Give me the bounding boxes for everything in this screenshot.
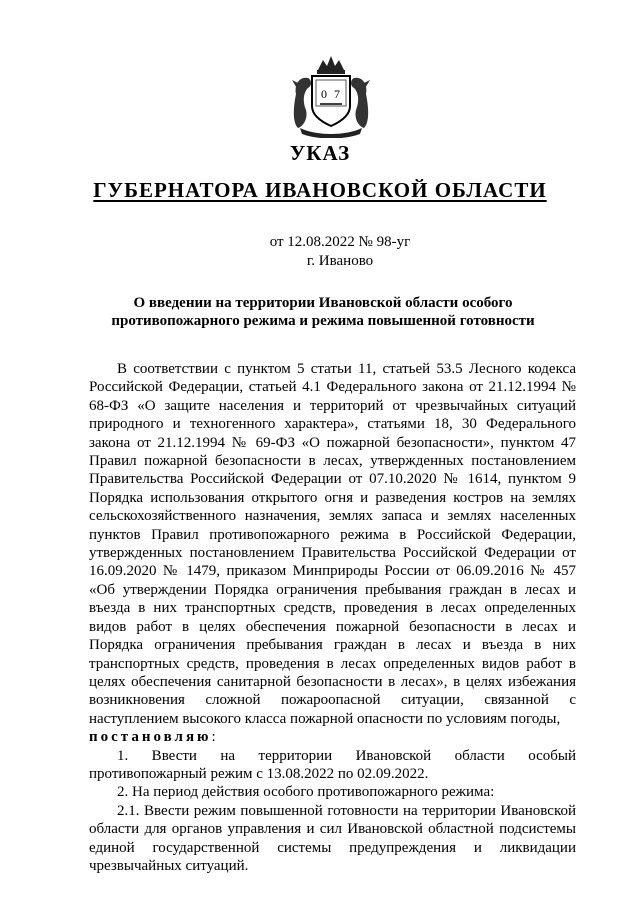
svg-text:0: 0 <box>321 87 327 101</box>
document-city: г. Иваново <box>306 253 374 269</box>
item-2-1-paragraph: 2.1. Ввести режим повышенной готовности на территории Ивановской области для органов управления и сил Ивановской областной подсистемы единой государственной системы предупреждения и ликвидации чрезвычайных ситуаций. <box>89 802 576 874</box>
decree-word: постановляю <box>89 729 212 746</box>
coat-of-arms-icon <box>290 54 372 138</box>
document-subtitle: ГУБЕРНАТОРА ИВАНОВСКОЙ ОБЛАСТИ <box>93 178 547 202</box>
decree-colon: : <box>211 729 216 746</box>
item-2-paragraph: 2. На период действия особого противопожарного режима: <box>117 784 495 801</box>
document-title: УКАЗ <box>289 141 351 165</box>
document-body <box>89 360 576 875</box>
preamble-paragraph: В соответствии с пунктом 5 статьи 11, статьей 53.5 Лесного кодекса Российской Федерации, статьей 4.1 Федерального закона от 21.12.1994 № 68-ФЗ «О защите населения и территорий от чрезвычайных ситуаций природного и техногенного характера», статьями 18, 30 Федерального закона от 21.12.1994 № 69-ФЗ «О пожарной безопасности», пунктом 47 Правил пожарной безопасности в лесах, утвержденных постановлением Правительства Российской Федерации от 07.10.2020 № 1614, пунктом 9 Порядка использования открытого огня и разведения костров на землях сельскохозяйственного назначения, землях запаса и землях населенных пунктов Правил противопожарного режима в Российской Федерации, утвержденных постановлением Правительства Российской Федерации от 16.09.2020 № 1479, приказом Минприроды России от 06.09.2016 № 457 «Об утверждении Порядка ограничения пребывания граждан в лесах и въезда в них транспортных средств, проведения в лесах определенных видов работ в целях обеспечения пожарной безопасности в лесах и Порядка ограничения пребывания граждан в лесах и въезда в них транспортных средств, проведения в лесах определенных видов работ в целях обеспечения санитарной безопасности в лесах», в целях избежания возникновения сложной пожароопасной ситуации, связанной с наступлением высокого класса пожарной опасности по условиям погоды, <box>89 361 576 727</box>
decree-line <box>89 728 576 746</box>
heading-line-1: О введении на территории Ивановской области особого <box>133 295 513 311</box>
document-date-number: от 12.08.2022 № 98-уг <box>269 234 411 250</box>
heading-line-2: противопожарного режима и режима повышенной готовности <box>111 313 535 329</box>
item-1-paragraph: 1. Ввести на территории Ивановской области особый противопожарный режим с 13.08.2022 по 02.09.2022. <box>89 747 576 782</box>
document-heading <box>80 294 566 330</box>
svg-text:7: 7 <box>334 87 340 101</box>
